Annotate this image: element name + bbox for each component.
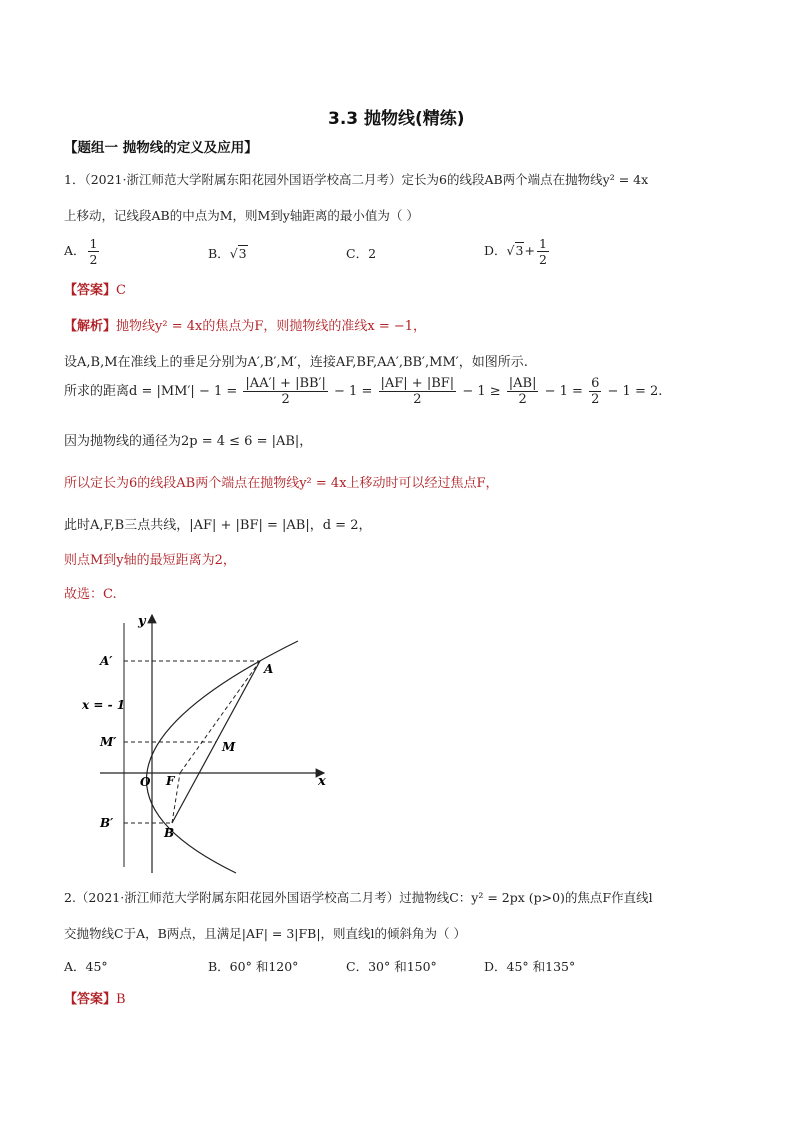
option-b-label: B． [208,246,230,261]
label-b: B [164,826,175,840]
label-a: A [264,662,274,676]
analysis-line-2: 设A,B,M在准线上的垂足分别为A′,B′,M′，连接AF,BF,AA′,BB′,MM′，如图所示. [64,355,528,370]
analysis-line-5: 所以定长为6的线段AB两个端点在抛物线y² = 4x上移动时可以经过焦点F， [64,476,499,491]
label-m: M [222,740,236,754]
analysis-line-1 [64,315,426,334]
numerator: 1 [538,236,547,251]
denominator: 2 [281,392,290,407]
operator: − 1 = 2. [607,384,663,399]
q2-stem-line2: 交抛物线C于A，B两点，且满足|AF| = 3|FB|，则直线l的倾斜角为（ ） [64,926,467,941]
section-heading: 【题组一 抛物线的定义及应用】 [64,140,258,156]
q1-option-d [484,236,551,267]
analysis-tag: 【解析】 [64,319,117,334]
numerator: 1 [89,236,98,251]
q2-option-d: D．45° 和135° [484,959,576,974]
analysis-line-7: 则点M到y轴的最短距离为2， [64,553,236,568]
q2-option-a: A．45° [64,959,108,974]
denominator: 2 [89,252,98,267]
label-f: F [166,774,175,788]
answer-tag: 【答案】 [64,992,117,1007]
q1-stem-line2: 上移动，记线段AB的中点为M，则M到y轴距离的最小值为（ ） [64,208,419,223]
q2-answer [64,988,126,1007]
numerator: |AB| [508,376,537,391]
label-x: x [318,774,326,789]
distance-prefix: 所求的距离d = |MM′| − 1 = [64,384,238,399]
q2-option-b: B．60° 和120° [208,959,299,974]
operator: − 1 = [334,384,373,399]
fraction-4 [589,376,601,407]
q1-option-b [208,244,248,262]
fraction-2 [379,376,457,407]
plus-sign: + [524,243,535,258]
sqrt-sign: √ [506,243,515,258]
label-o: O [140,775,151,789]
answer-value: C [116,283,126,298]
fraction-1 [243,376,327,407]
denominator: 2 [538,252,547,267]
parabola-figure [60,605,350,880]
fraction-3 [507,376,539,407]
sqrt-radicand: 3 [238,246,247,261]
line-af [180,661,260,773]
label-a-prime: A′ [100,654,113,668]
answer-value: B [116,992,126,1007]
q1-option-a [64,236,101,267]
analysis-line-6: 此时A,F,B三点共线，|AF| + |BF| = |AB|，d = 2， [64,518,372,533]
analysis-text: 抛物线y² = 4x的焦点为F，则抛物线的准线x = −1， [116,319,427,334]
analysis-line-4: 因为抛物线的通径为2p = 4 ≤ 6 = |AB|， [64,434,313,449]
q1-option-c: C．2 [346,246,377,261]
option-a-label: A． [64,243,86,258]
denominator: 2 [413,392,422,407]
page-title: 3.3 抛物线(精练) [328,109,465,129]
q2-stem-line1: 2.（2021·浙江师范大学附属东阳花园外国语学校高二月考）过抛物线C：y² = 2px (p>0)的焦点F作直线l [64,890,653,905]
label-m-prime: M′ [100,735,117,749]
q1-stem-line1: 1．（2021·浙江师范大学附属东阳花园外国语学校高二月考）定长为6的线段AB两个端点在抛物线y² = 4x [64,172,649,187]
sqrt-radicand: 3 [515,243,524,258]
analysis-line-8: 故选：C. [64,587,117,602]
label-directrix: x = - 1 [82,698,126,712]
option-d-label: D． [484,243,507,258]
analysis-line-3 [64,376,662,407]
fraction [88,236,100,267]
operator: − 1 = [544,384,583,399]
operator: − 1 ≥ [462,384,501,399]
denominator: 2 [518,392,527,407]
numerator: 6 [591,376,600,391]
numerator: |AA′| + |BB′| [245,376,326,391]
answer-tag: 【答案】 [64,283,117,298]
fraction [537,236,549,267]
numerator: |AF| + |BF| [380,376,455,391]
denominator: 2 [591,392,600,407]
label-b-prime: B′ [100,816,114,830]
sqrt-sign: √ [229,246,238,261]
q1-answer [64,279,126,298]
q2-option-c: C．30° 和150° [346,959,437,974]
label-y: y [138,614,146,629]
